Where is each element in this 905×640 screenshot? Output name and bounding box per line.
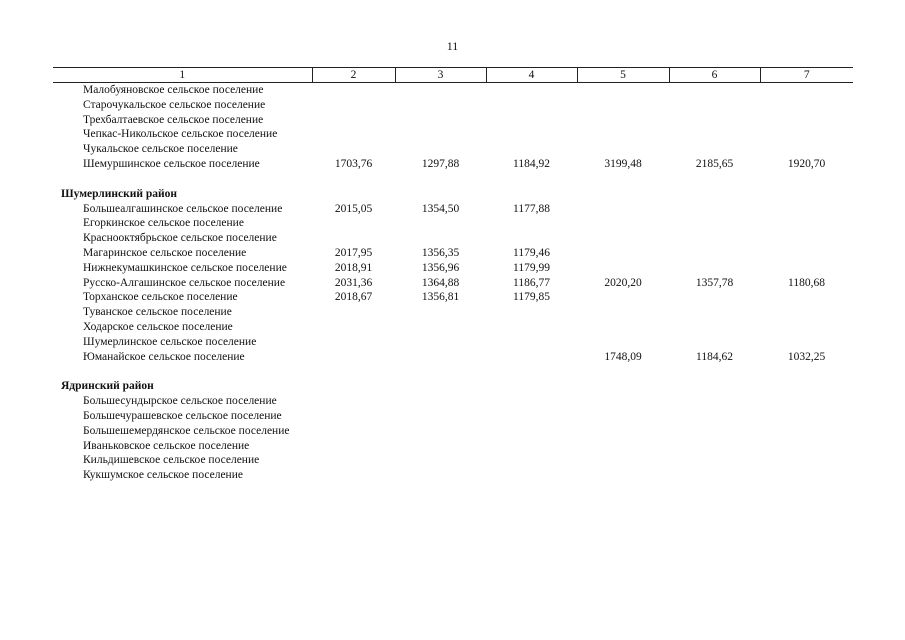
table-row [53, 113, 853, 128]
value-cell-col-7 [760, 231, 853, 246]
settlement-name: Магаринское сельское поселение [83, 246, 247, 259]
value-cell-col-6 [669, 335, 760, 350]
district-row [53, 187, 853, 202]
value-cell-col-4 [486, 453, 577, 468]
value-cell-col-7 [760, 409, 853, 424]
settlement-name: Чукальское сельское поселение [83, 143, 238, 156]
table-row [53, 424, 853, 439]
value-cell-col-4 [486, 335, 577, 350]
value-cell-col-5: 3199,48 [604, 157, 642, 170]
spacer-cell [53, 172, 853, 187]
value-cell-col-2 [312, 335, 395, 350]
value-cell-col-7 [760, 305, 853, 320]
value-cell-col-6 [669, 142, 760, 157]
value-cell-col-4 [486, 409, 577, 424]
value-cell-col-6 [669, 290, 760, 305]
value-cell-col-4: 1186,77 [513, 276, 550, 289]
value-cell-col-4 [486, 142, 577, 157]
column-header: 3 [395, 68, 486, 83]
value-cell-col-3 [395, 127, 486, 142]
value-cell-col-7 [760, 98, 853, 113]
value-cell-col-5 [577, 202, 669, 217]
value-cell-col-4: 1179,99 [513, 261, 550, 274]
value-cell-col-7 [760, 468, 853, 483]
value-cell-col-5 [577, 394, 669, 409]
value-cell-col-2: 2018,91 [334, 261, 373, 274]
table-row [53, 276, 853, 291]
value-cell-col-7 [760, 83, 853, 98]
value-cell-col-6 [669, 424, 760, 439]
settlement-name: Туванское сельское поселение [83, 306, 232, 319]
value-cell-col-6 [669, 231, 760, 246]
table-row [53, 320, 853, 335]
settlement-name: Большеалгашинское сельское поселение [83, 202, 283, 215]
value-cell-col-6: 2185,65 [695, 157, 734, 170]
value-cell-col-3 [395, 216, 486, 231]
table-row [53, 305, 853, 320]
value-cell-col-3 [395, 453, 486, 468]
value-cell-col-2 [312, 453, 395, 468]
tariff-table [53, 67, 853, 483]
settlement-name: Большечурашевское сельское поселение [83, 409, 282, 422]
value-cell-col-2 [312, 216, 395, 231]
value-cell-col-6 [669, 216, 760, 231]
settlement-name: Малобуяновское сельское поселение [83, 84, 264, 96]
table-row [53, 142, 853, 157]
value-cell-col-5 [577, 246, 669, 261]
value-cell-col-2 [312, 113, 395, 128]
value-cell-col-7: 1032,25 [787, 350, 826, 363]
column-header: 2 [312, 68, 395, 83]
spacer-row [53, 172, 853, 187]
value-cell-col-5 [577, 127, 669, 142]
table-row [53, 216, 853, 231]
value-cell-col-6 [669, 261, 760, 276]
column-header: 5 [577, 68, 669, 83]
value-cell-col-6 [669, 394, 760, 409]
value-cell-col-4 [486, 320, 577, 335]
value-cell-col-7 [760, 142, 853, 157]
table-row [53, 335, 853, 350]
settlement-name: Шумерлинское сельское поселение [83, 335, 257, 348]
settlement-name: Егоркинское сельское поселение [83, 217, 244, 230]
settlement-name: Большесундырское сельское поселение [83, 395, 277, 408]
value-cell-col-6 [669, 305, 760, 320]
settlement-name: Торханское сельское поселение [83, 291, 238, 304]
value-cell-col-3 [395, 305, 486, 320]
settlement-name: Шемуршинское сельское поселение [83, 157, 260, 170]
value-cell-col-4 [486, 127, 577, 142]
page-number: 11 [446, 39, 459, 53]
value-cell-col-7 [760, 335, 853, 350]
value-cell-col-4: 1177,88 [513, 202, 550, 215]
value-cell-col-3 [395, 142, 486, 157]
value-cell-col-5 [577, 409, 669, 424]
table-header [53, 68, 853, 83]
value-cell-col-7 [760, 320, 853, 335]
value-cell-col-6 [669, 468, 760, 483]
value-cell-col-5 [577, 468, 669, 483]
value-cell-col-4 [486, 350, 577, 365]
value-cell-col-5 [577, 216, 669, 231]
value-cell-col-4 [486, 83, 577, 98]
table-row [53, 290, 853, 305]
value-cell-col-3 [395, 424, 486, 439]
value-cell-col-5 [577, 113, 669, 128]
value-cell-col-6 [669, 320, 760, 335]
value-cell-col-7 [760, 113, 853, 128]
value-cell-col-3 [395, 439, 486, 454]
settlement-name: Русско-Алгашинское сельское поселение [83, 276, 286, 289]
value-cell-col-3: 1364,88 [421, 276, 460, 289]
value-cell-col-3 [395, 335, 486, 350]
value-cell-col-5 [577, 305, 669, 320]
table-row [53, 261, 853, 276]
value-cell-col-7 [760, 290, 853, 305]
value-cell-col-7 [760, 127, 853, 142]
value-cell-col-3 [395, 320, 486, 335]
value-cell-col-4 [486, 231, 577, 246]
value-cell-col-5 [577, 335, 669, 350]
value-cell-col-5 [577, 453, 669, 468]
settlement-name: Краснооктябрьское сельское поселение [83, 232, 277, 245]
value-cell-col-7 [760, 216, 853, 231]
settlement-name: Большешемердянское сельское поселение [83, 424, 290, 437]
value-cell-col-6 [669, 439, 760, 454]
value-cell-col-3: 1356,81 [421, 291, 460, 304]
value-cell-col-7: 1180,68 [788, 276, 825, 289]
value-cell-col-4: 1179,85 [513, 291, 550, 304]
value-cell-col-7 [760, 246, 853, 261]
value-cell-col-5 [577, 320, 669, 335]
value-cell-col-2: 2018,67 [334, 291, 373, 304]
column-numbers-row [53, 68, 853, 83]
value-cell-col-6: 1357,78 [695, 276, 734, 289]
spacer-row [53, 364, 853, 379]
value-cell-col-2 [312, 424, 395, 439]
value-cell-col-5 [577, 142, 669, 157]
table-row [53, 157, 853, 172]
value-cell-col-3 [395, 83, 486, 98]
value-cell-col-3 [395, 394, 486, 409]
column-header: 1 [53, 68, 312, 83]
column-header: 6 [669, 68, 760, 83]
value-cell-col-7 [760, 394, 853, 409]
value-cell-col-5 [577, 290, 669, 305]
value-cell-col-5 [577, 98, 669, 113]
value-cell-col-2 [312, 320, 395, 335]
value-cell-col-7 [760, 424, 853, 439]
value-cell-col-7 [760, 261, 853, 276]
settlement-name: Иваньковское сельское поселение [83, 439, 250, 452]
settlement-name: Трехбалтаевское сельское поселение [83, 113, 264, 126]
value-cell-col-4 [486, 468, 577, 483]
settlement-name: Кильдишевское сельское поселение [83, 454, 260, 467]
value-cell-col-5: 1748,09 [604, 350, 642, 363]
value-cell-col-2 [312, 231, 395, 246]
value-cell-col-2 [312, 439, 395, 454]
value-cell-col-7 [760, 453, 853, 468]
value-cell-col-3 [395, 231, 486, 246]
value-cell-col-2 [312, 350, 395, 365]
value-cell-col-5 [577, 424, 669, 439]
value-cell-col-3: 1354,50 [421, 202, 460, 215]
table-row [53, 231, 853, 246]
value-cell-col-6 [669, 202, 760, 217]
value-cell-col-2 [312, 142, 395, 157]
value-cell-col-5 [577, 231, 669, 246]
value-cell-col-6 [669, 409, 760, 424]
value-cell-col-2 [312, 127, 395, 142]
value-cell-col-7 [760, 439, 853, 454]
value-cell-col-3: 1297,88 [421, 157, 460, 170]
settlement-name: Кукшумское сельское поселение [83, 469, 243, 482]
table-row [53, 439, 853, 454]
table-body [53, 83, 853, 483]
table-row [53, 350, 853, 365]
value-cell-col-2 [312, 305, 395, 320]
value-cell-col-4 [486, 424, 577, 439]
value-cell-col-6 [669, 113, 760, 128]
value-cell-col-6 [669, 246, 760, 261]
value-cell-col-2 [312, 83, 395, 98]
district-row [53, 379, 853, 394]
value-cell-col-2 [312, 394, 395, 409]
table-row [53, 409, 853, 424]
value-cell-col-4: 1179,46 [513, 246, 550, 259]
value-cell-col-4: 1184,92 [513, 157, 550, 170]
value-cell-col-6 [669, 98, 760, 113]
value-cell-col-3: 1356,35 [421, 246, 460, 259]
value-cell-col-5: 2020,20 [604, 276, 642, 289]
value-cell-col-3 [395, 468, 486, 483]
value-cell-col-6 [669, 127, 760, 142]
value-cell-col-6: 1184,62 [696, 350, 733, 363]
value-cell-col-2 [312, 98, 395, 113]
table-row [53, 202, 853, 217]
value-cell-col-2: 2031,36 [334, 276, 373, 289]
value-cell-col-6 [669, 83, 760, 98]
settlement-name: Юманайское сельское поселение [83, 350, 245, 363]
settlement-name: Чепкас-Никольское сельское поселение [83, 128, 278, 141]
column-header: 7 [760, 68, 853, 83]
value-cell-col-6 [669, 453, 760, 468]
value-cell-col-7 [760, 202, 853, 217]
settlement-name: Нижнекумашкинское сельское поселение [83, 261, 287, 274]
district-heading: Шумерлинский район [61, 187, 177, 200]
column-header: 4 [486, 68, 577, 83]
value-cell-col-4 [486, 439, 577, 454]
table-row [53, 127, 853, 142]
value-cell-col-2: 2015,05 [334, 202, 373, 215]
value-cell-col-3 [395, 113, 486, 128]
value-cell-col-2 [312, 409, 395, 424]
table-row [53, 98, 853, 113]
value-cell-col-2 [312, 468, 395, 483]
value-cell-col-3 [395, 409, 486, 424]
value-cell-col-4 [486, 113, 577, 128]
table-row [53, 246, 853, 261]
value-cell-col-5 [577, 261, 669, 276]
table-row [53, 468, 853, 483]
table-row [53, 453, 853, 468]
spacer-cell [53, 364, 853, 379]
value-cell-col-4 [486, 216, 577, 231]
value-cell-col-3 [395, 98, 486, 113]
value-cell-col-3: 1356,96 [421, 261, 460, 274]
value-cell-col-2: 2017,95 [334, 246, 373, 259]
value-cell-col-4 [486, 305, 577, 320]
value-cell-col-7: 1920,70 [787, 157, 826, 170]
value-cell-col-5 [577, 83, 669, 98]
value-cell-col-3 [395, 350, 486, 365]
table-row [53, 83, 853, 98]
settlement-name: Ходарское сельское поселение [83, 320, 233, 333]
value-cell-col-5 [577, 439, 669, 454]
value-cell-col-2: 1703,76 [334, 157, 373, 170]
value-cell-col-4 [486, 98, 577, 113]
district-heading: Ядринский район [61, 380, 154, 393]
table-row [53, 394, 853, 409]
value-cell-col-4 [486, 394, 577, 409]
settlement-name: Старочукальское сельское поселение [83, 98, 266, 111]
